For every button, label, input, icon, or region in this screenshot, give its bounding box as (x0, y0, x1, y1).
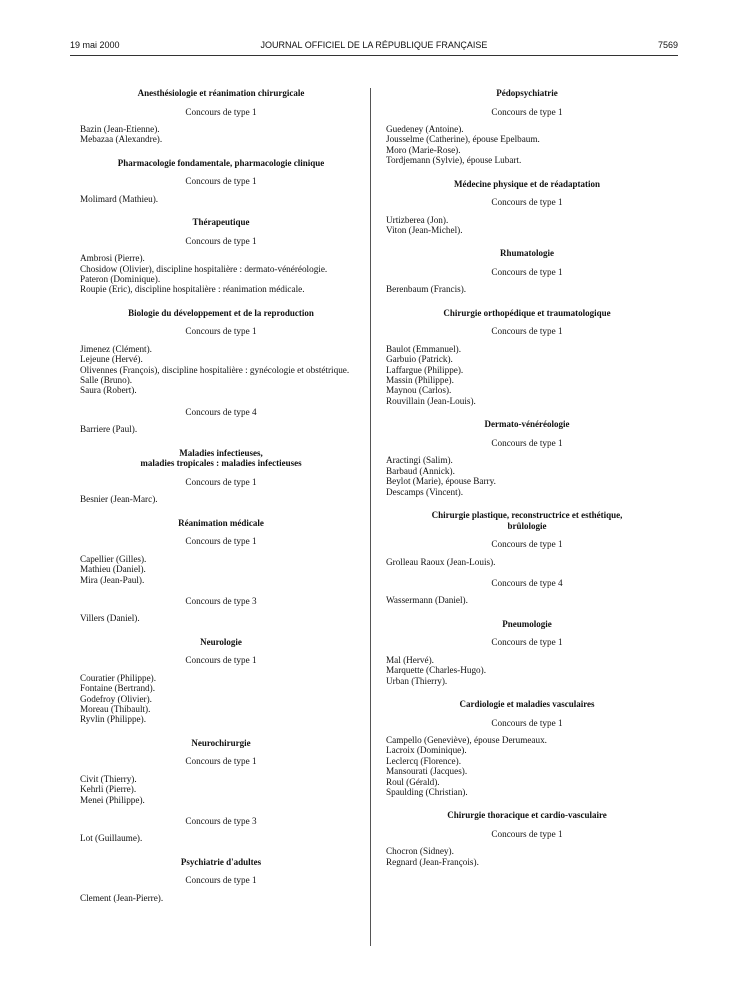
candidate-list (80, 424, 362, 434)
candidate-name: Tordjemann (Sylvie), épouse Lubart. (386, 155, 522, 166)
candidate-name: Godefroy (Olivier). (80, 693, 152, 704)
candidate-list (80, 833, 362, 843)
candidate-name: Baulot (Emmanuel). (386, 343, 462, 354)
discipline-section (80, 448, 362, 505)
discipline-section (80, 88, 362, 145)
candidate-name: Grolleau Raoux (Jean-Louis). (386, 556, 496, 567)
candidate-name: Aractingi (Salim). (386, 455, 453, 466)
candidate-list (80, 893, 362, 903)
candidate-name: Roupie (Eric), discipline hospitalière : réanimation médicale. (80, 284, 305, 295)
candidate-name: Saura (Robert). (80, 385, 137, 396)
concours-type: Concours de type 1 (491, 717, 563, 728)
concours-type: Concours de type 1 (491, 197, 563, 208)
discipline-section (386, 699, 668, 797)
candidate-name: Berenbaum (Francis). (386, 284, 467, 295)
concours-group (386, 197, 668, 235)
header-date: 19 mai 2000 (70, 40, 120, 50)
discipline-section (386, 88, 668, 166)
concours-type: Concours de type 1 (491, 326, 563, 337)
candidate-list (80, 253, 362, 295)
candidate-list (80, 554, 362, 585)
concours-type: Concours de type 1 (185, 176, 257, 187)
concours-group (80, 407, 362, 435)
discipline-section (386, 619, 668, 686)
concours-group (80, 596, 362, 624)
candidate-name: Ryvlin (Philippe). (80, 714, 146, 725)
candidate-name: Barriere (Paul). (80, 424, 138, 435)
candidate-name: Mansourati (Jacques). (386, 766, 468, 777)
candidate-name: Barbaud (Annick). (386, 465, 455, 476)
candidate-name: Civit (Thierry). (80, 773, 137, 784)
candidate-name: Molimard (Mathieu). (80, 193, 159, 204)
header-rule (70, 55, 678, 56)
discipline-section (386, 179, 668, 236)
candidate-name: Guedeney (Antoine). (386, 124, 464, 134)
concours-type: Concours de type 1 (491, 828, 563, 839)
discipline-section (386, 419, 668, 497)
concours-type: Concours de type 4 (185, 406, 257, 417)
concours-type: Concours de type 1 (491, 637, 563, 648)
candidate-name: Moro (Marie-Rose). (386, 144, 461, 155)
concours-type: Concours de type 1 (185, 106, 257, 117)
discipline-title: Maladies infectieuses, maladies tropicales : maladies infectieuses (140, 447, 302, 469)
candidate-list (386, 846, 668, 867)
concours-type: Concours de type 1 (491, 437, 563, 448)
candidate-name: Lacroix (Dominique). (386, 745, 467, 756)
candidate-name: Rouvillain (Jean-Louis). (386, 395, 476, 406)
concours-group (80, 236, 362, 295)
column-divider (370, 88, 371, 946)
candidate-name: Roul (Gérald). (386, 776, 440, 787)
candidate-name: Wassermann (Daniel). (386, 595, 468, 606)
discipline-title: Médecine physique et de réadaptation (454, 178, 600, 189)
concours-group (80, 536, 362, 585)
candidate-list (80, 344, 362, 396)
discipline-title: Neurologie (200, 636, 242, 647)
candidate-name: Fontaine (Bertrand). (80, 683, 156, 694)
concours-type: Concours de type 1 (491, 539, 563, 550)
concours-type: Concours de type 1 (185, 756, 257, 767)
candidate-name: Descamps (Vincent). (386, 486, 464, 497)
concours-type: Concours de type 1 (185, 235, 257, 246)
concours-group (386, 438, 668, 497)
discipline-title: Pneumologie (502, 618, 552, 629)
discipline-title: Chirurgie plastique, reconstructrice et esthétique, brûlologie (431, 509, 623, 531)
discipline-title: Psychiatrie d'adultes (180, 856, 262, 867)
candidate-list (80, 774, 362, 805)
concours-group (80, 107, 362, 145)
candidate-name: Couratier (Philippe). (80, 672, 157, 683)
candidate-name: Mira (Jean-Paul). (80, 574, 145, 585)
left-column (80, 88, 362, 916)
candidate-name: Lejeune (Hervé). (80, 354, 143, 365)
discipline-section (80, 518, 362, 624)
candidate-name: Olivennes (François), discipline hospitalière : gynécologie et obstétrique. (80, 364, 350, 375)
candidate-name: Jousselme (Catherine), épouse Epelbaum. (386, 134, 540, 145)
concours-group (80, 326, 362, 395)
journal-title: JOURNAL OFFICIEL DE LA RÉPUBLIQUE FRANÇAISE (260, 40, 488, 50)
discipline-section (80, 308, 362, 435)
candidate-name: Chosidow (Olivier), discipline hospitalière : dermato-vénéréologie. (80, 263, 328, 274)
page-number: 7569 (657, 40, 678, 50)
candidate-list (386, 735, 668, 797)
concours-group (386, 829, 668, 867)
candidate-list (386, 595, 668, 605)
concours-group (80, 477, 362, 505)
concours-type: Concours de type 3 (185, 595, 257, 606)
candidate-name: Ambrosi (Pierre). (80, 253, 145, 264)
candidate-name: Pateron (Dominique). (80, 274, 161, 285)
candidate-list (80, 494, 362, 504)
candidate-name: Lot (Guillaume). (80, 833, 143, 844)
candidate-name: Laffargue (Philippe). (386, 364, 464, 375)
concours-type: Concours de type 3 (185, 815, 257, 826)
concours-type: Concours de type 1 (185, 875, 257, 886)
discipline-section (80, 857, 362, 903)
candidate-name: Menei (Philippe). (80, 794, 145, 805)
candidate-name: Urtizberea (Jon). (386, 214, 449, 225)
discipline-title: Rhumatologie (500, 248, 554, 259)
discipline-section (80, 738, 362, 844)
discipline-section (80, 637, 362, 725)
concours-group (80, 176, 362, 204)
concours-type: Concours de type 1 (185, 655, 257, 666)
candidate-name: Regnard (Jean-François). (386, 856, 479, 867)
candidate-list (386, 124, 668, 166)
candidate-name: Capellier (Gilles). (80, 553, 147, 564)
discipline-title: Pharmacologie fondamentale, pharmacologie clinique (117, 157, 325, 168)
candidate-list (386, 557, 668, 567)
concours-group (386, 539, 668, 567)
candidate-name: Leclercq (Florence). (386, 755, 461, 766)
candidate-list (80, 673, 362, 725)
discipline-title: Neurochirurgie (191, 737, 251, 748)
concours-type: Concours de type 1 (491, 267, 563, 278)
candidate-name: Garbuio (Patrick). (386, 354, 453, 365)
candidate-name: Mebazaa (Alexandre). (80, 134, 163, 145)
candidate-name: Urban (Thierry). (386, 675, 448, 686)
discipline-title: Cardiologie et maladies vasculaires (459, 698, 595, 709)
concours-group (80, 756, 362, 805)
candidate-name: Bazin (Jean-Etienne). (80, 124, 160, 134)
candidate-name: Beylot (Marie), épouse Barry. (386, 476, 496, 487)
concours-group (80, 816, 362, 844)
candidate-name: Campello (Geneviève), épouse Derumeaux. (386, 734, 547, 745)
candidate-list (386, 655, 668, 686)
candidate-list (386, 215, 668, 236)
concours-group (80, 655, 362, 724)
concours-type: Concours de type 1 (491, 106, 563, 117)
discipline-section (80, 158, 362, 204)
candidate-list (386, 455, 668, 497)
discipline-section (386, 308, 668, 406)
candidate-name: Mal (Hervé). (386, 654, 434, 665)
page-header (70, 40, 678, 54)
concours-group (386, 107, 668, 166)
candidate-name: Maynou (Carlos). (386, 385, 452, 396)
discipline-section (386, 810, 668, 867)
concours-type: Concours de type 4 (491, 577, 563, 588)
candidate-name: Villers (Daniel). (80, 613, 140, 624)
concours-group (386, 718, 668, 798)
candidate-name: Salle (Bruno). (80, 375, 133, 386)
discipline-title: Chirurgie orthopédique et traumatologique (443, 307, 611, 318)
discipline-title: Anesthésiologie et réanimation chirurgicale (137, 88, 305, 98)
concours-group (386, 267, 668, 295)
discipline-title: Thérapeutique (192, 217, 250, 228)
concours-group (386, 578, 668, 606)
concours-group (386, 637, 668, 686)
candidate-name: Clement (Jean-Pierre). (80, 892, 164, 903)
candidate-name: Besnier (Jean-Marc). (80, 494, 158, 505)
candidate-name: Jimenez (Clément). (80, 343, 152, 354)
candidate-list (386, 284, 668, 294)
discipline-title: Dermato-vénéréologie (484, 419, 570, 430)
right-column (386, 88, 668, 880)
candidate-list (80, 124, 362, 145)
discipline-title: Pédopsychiatrie (496, 88, 558, 98)
concours-group (386, 326, 668, 406)
concours-type: Concours de type 1 (185, 536, 257, 547)
discipline-section (80, 217, 362, 295)
candidate-name: Kehrli (Pierre). (80, 784, 137, 795)
concours-type: Concours de type 1 (185, 326, 257, 337)
concours-type: Concours de type 1 (185, 476, 257, 487)
candidate-name: Marquette (Charles-Hugo). (386, 665, 487, 676)
discipline-title: Chirurgie thoracique et cardio-vasculaire (447, 810, 607, 821)
candidate-list (386, 344, 668, 406)
candidate-name: Spaulding (Christian). (386, 786, 468, 797)
candidate-name: Viton (Jean-Michel). (386, 225, 463, 236)
candidate-name: Mathieu (Daniel). (80, 564, 146, 575)
concours-group (80, 875, 362, 903)
discipline-title: Biologie du développement et de la reproduction (128, 307, 314, 318)
discipline-section (386, 510, 668, 606)
discipline-section (386, 248, 668, 294)
candidate-name: Chocron (Sidney). (386, 846, 454, 857)
discipline-title: Réanimation médicale (178, 517, 264, 528)
candidate-list (80, 613, 362, 623)
candidate-name: Massin (Philippe). (386, 375, 454, 386)
candidate-name: Moreau (Thibault). (80, 703, 151, 714)
candidate-list (80, 194, 362, 204)
